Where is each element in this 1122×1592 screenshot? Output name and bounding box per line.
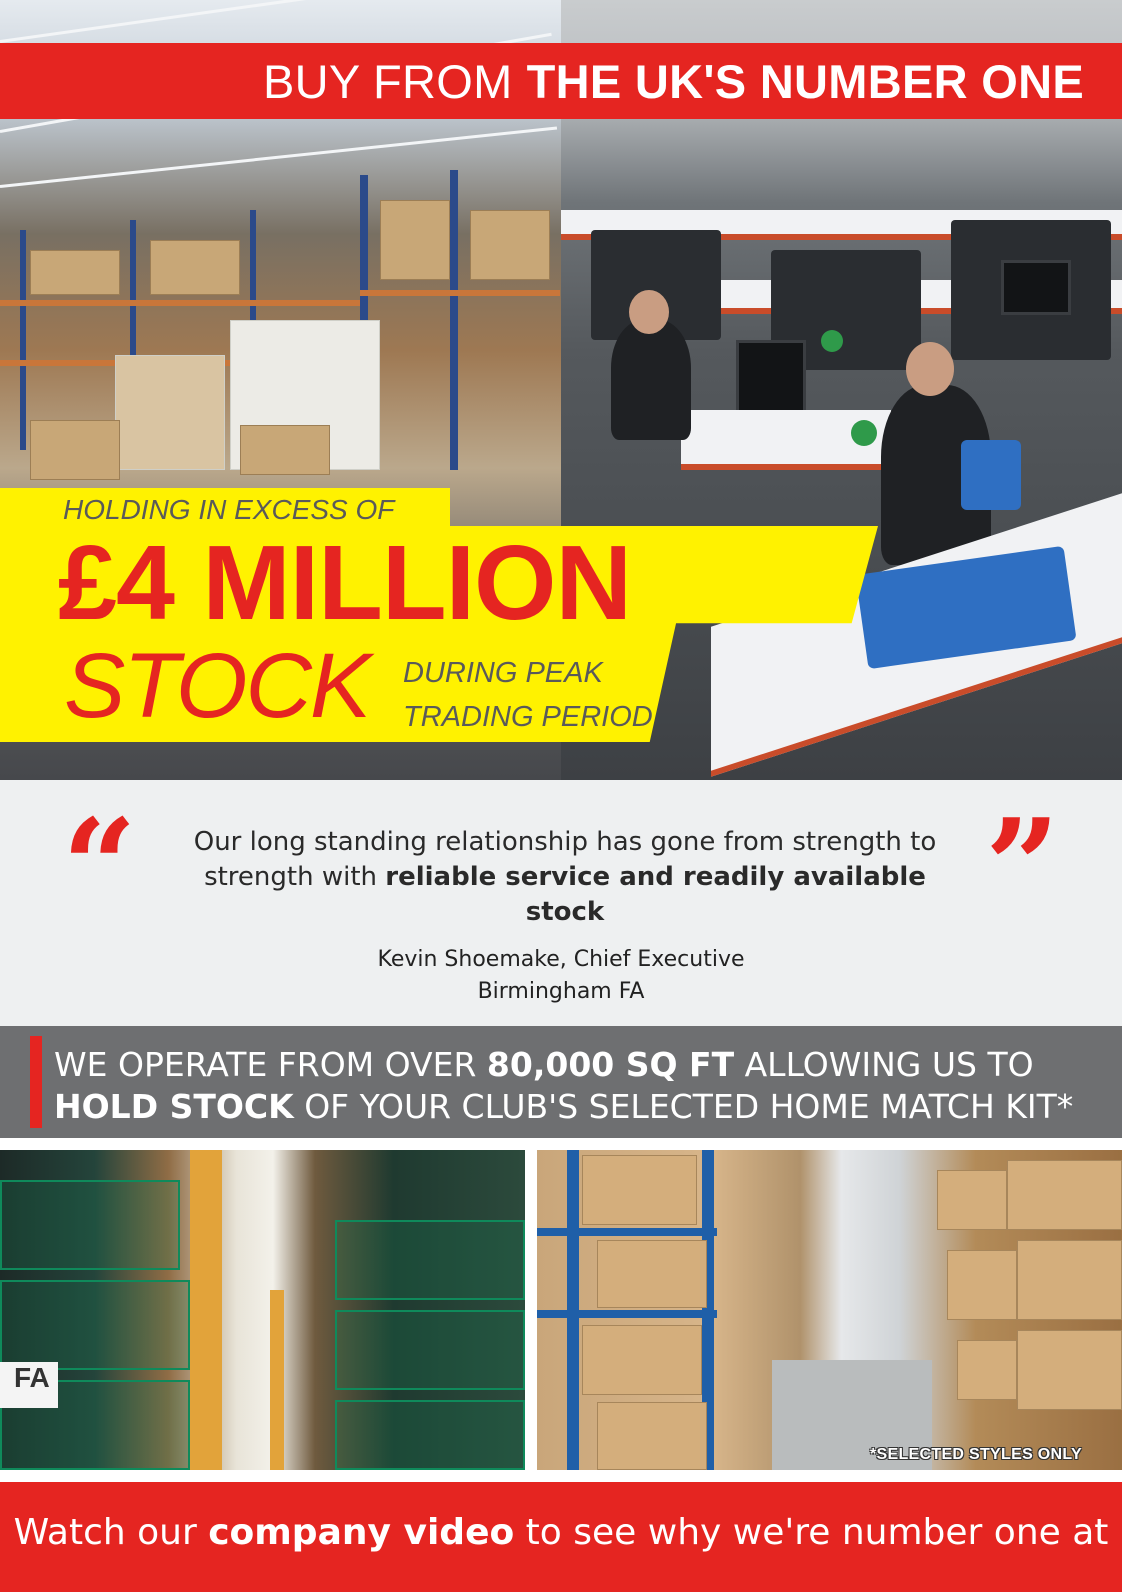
headline-banner: [0, 43, 1122, 119]
stock-word: STOCK: [64, 635, 370, 737]
peak-line-2: TRADING PERIOD: [403, 700, 653, 733]
quote-plain-text: Our long standing relationship has gone from strength to strength with: [193, 827, 937, 892]
banner-accent-bar: [30, 1036, 42, 1128]
open-quote-icon: “: [62, 790, 137, 943]
cta-text-end: to see why we're number one at: [525, 1512, 1109, 1553]
ops-text-1: WE OPERATE FROM OVER: [54, 1045, 477, 1084]
selected-styles-footnote: *SELECTED STYLES ONLY: [870, 1446, 1082, 1463]
author-line: Kevin Shoemake, Chief Executive: [377, 947, 745, 972]
ops-text-2: 80,000 SQ FT: [486, 1045, 735, 1084]
quote-bold-text: reliable service and readily available stock: [385, 862, 926, 927]
stock-amount: £4 MILLION: [58, 524, 632, 642]
testimonial-attribution: [0, 944, 1122, 1008]
author-organisation: Birmingham FA: [477, 979, 645, 1004]
headline-light-text: BUY FROM: [262, 54, 513, 108]
box-racking-aisle-photo: [537, 1150, 1122, 1470]
ops-text-3: ALLOWING US TO: [744, 1045, 1034, 1084]
testimonial-quote: [170, 825, 960, 930]
cta-text-start: Watch our: [13, 1512, 197, 1553]
kit-storage-aisle-photo: [0, 1150, 525, 1470]
headline-bold-text: THE UK'S NUMBER ONE: [526, 54, 1084, 108]
holding-caption: HOLDING IN EXCESS OF: [63, 494, 395, 525]
ops-text-5: OF YOUR CLUB'S SELECTED HOME MATCH KIT*: [304, 1087, 1074, 1126]
peak-line-1: DURING PEAK: [403, 657, 603, 689]
peak-period-caption: [403, 652, 653, 739]
fa-sign-label: FA: [14, 1362, 50, 1393]
close-quote-icon: ”: [985, 790, 1060, 943]
operations-text: [54, 1044, 1104, 1128]
ops-text-4: HOLD STOCK: [54, 1087, 294, 1126]
company-video-link[interactable]: company video: [208, 1512, 515, 1553]
video-call-to-action-text: [0, 1512, 1122, 1553]
